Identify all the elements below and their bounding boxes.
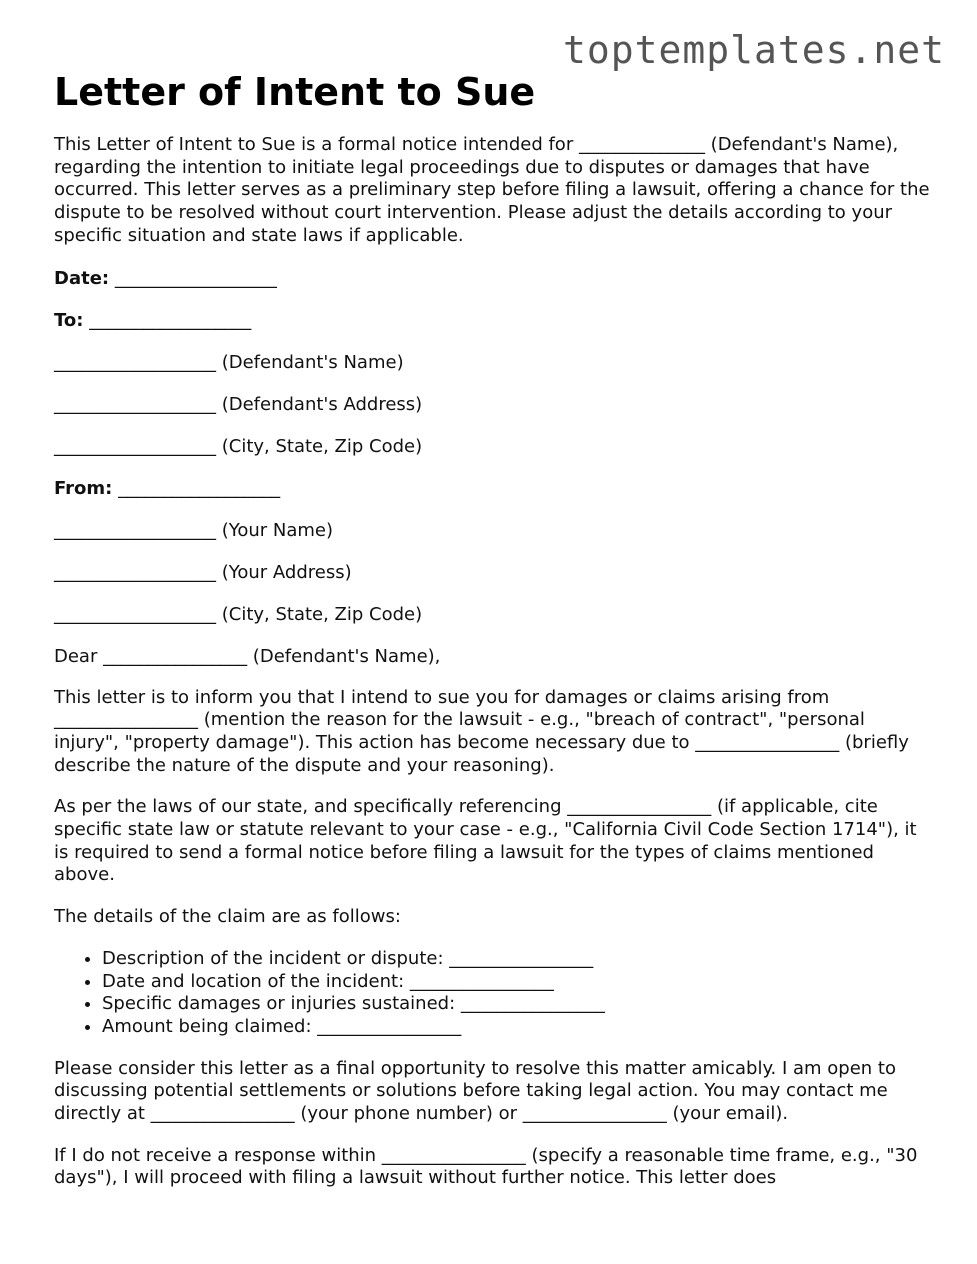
list-item: • Description of the incident or dispute: ________________: [102, 948, 934, 971]
list-item: • Date and location of the incident: ________________: [102, 971, 934, 994]
to-label: To:: [54, 309, 84, 331]
from-label: From:: [54, 477, 113, 499]
sender-city-line: __________________ (City, State, Zip Code): [54, 603, 423, 625]
from-line: [54, 477, 934, 500]
closing-paragraph: If I do not receive a response within ________________ (specify a reasonable time frame, e.g., "30 days"), I will proceed with filing a lawsuit without further notice. This letter does: [54, 1144, 918, 1189]
sender-address-line: __________________ (Your Address): [54, 561, 352, 583]
to-line: [54, 309, 934, 332]
closing-paragraph: Please consider this letter as a final opportunity to resolve this matter amicably. I am open to discussing potential settlements or solutions before taking legal action. You may contact me directly at ________________ (your phone number) or ________________ (your email).: [54, 1057, 897, 1125]
claim-details-list: [54, 948, 934, 1039]
intro-paragraph: This Letter of Intent to Sue is a formal notice intended for ______________ (Defendant's Name), regarding the intention to initiate legal proceedings due to disputes or damages that have occurred. This letter serves as a preliminary step before filing a lawsuit, offering a chance for the dispute to be resolved without court intervention. Please adjust the details according to your specific situation and state laws if applicable.: [54, 134, 930, 246]
date-label: Date:: [54, 267, 110, 289]
list-item: • Amount being claimed: ________________: [102, 1016, 934, 1039]
from-blank: __________________: [118, 477, 281, 499]
document-body: [54, 68, 934, 1209]
claim-details-intro: The details of the claim are as follows:: [54, 906, 401, 928]
defendant-name-line: __________________ (Defendant's Name): [54, 351, 404, 373]
watermark: toptemplates.net: [562, 28, 945, 72]
sender-name-line: __________________ (Your Name): [54, 519, 334, 541]
defendant-city-line: __________________ (City, State, Zip Code): [54, 435, 423, 457]
document-title: Letter of Intent to Sue: [54, 70, 536, 114]
salutation: Dear ________________ (Defendant's Name),: [54, 645, 441, 667]
date-blank: __________________: [114, 267, 277, 289]
to-blank: __________________: [89, 309, 252, 331]
date-line: [54, 267, 934, 290]
defendant-address-line: __________________ (Defendant's Address): [54, 393, 423, 415]
body-paragraph: As per the laws of our state, and specifically referencing ________________ (if applicable, cite specific state law or statute relevant to your case - e.g., "California Civil Code Section 1714"), it is required to send a formal notice before filing a lawsuit for the types of claims mentioned above.: [54, 796, 917, 886]
body-paragraph: This letter is to inform you that I intend to sue you for damages or claims arising from ________________ (mention the reason for the lawsuit - e.g., "breach of contract", "personal injury", "property damage"). This action has become necessary due to ________________ (briefly describe the nature of the dispute and your reasoning).: [54, 686, 909, 776]
list-item: • Specific damages or injuries sustained: ________________: [102, 993, 934, 1016]
